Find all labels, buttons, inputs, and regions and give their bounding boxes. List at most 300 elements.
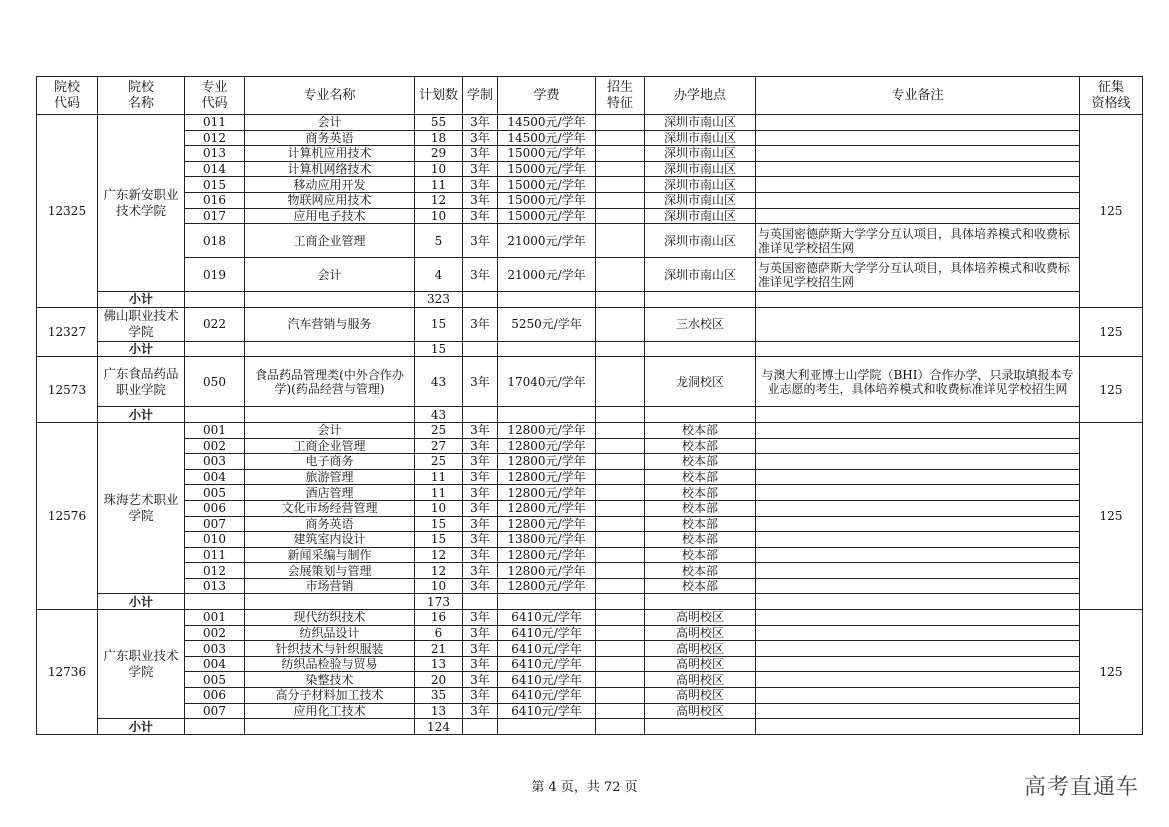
table-row bbox=[37, 357, 1143, 407]
note bbox=[756, 672, 1080, 688]
major-name: 纺织品检验与贸易 bbox=[245, 656, 415, 672]
location: 校本部 bbox=[645, 578, 756, 594]
major-code: 005 bbox=[185, 672, 245, 688]
school-name: 广东食品药品职业学院 bbox=[98, 357, 185, 407]
subtotal-empty bbox=[756, 407, 1080, 423]
major-code: 019 bbox=[185, 258, 245, 292]
years: 3年 bbox=[463, 656, 498, 672]
location: 校本部 bbox=[645, 532, 756, 548]
major-name: 汽车营销与服务 bbox=[245, 307, 415, 341]
note bbox=[756, 192, 1080, 208]
tuition: 21000元/学年 bbox=[498, 224, 596, 258]
qualification-line: 125 bbox=[1080, 307, 1143, 357]
location: 校本部 bbox=[645, 485, 756, 501]
tuition: 12800元/学年 bbox=[498, 563, 596, 579]
subtotal-label: 小计 bbox=[98, 341, 185, 357]
qualification-line: 125 bbox=[1080, 357, 1143, 423]
years: 3年 bbox=[463, 578, 498, 594]
subtotal-empty bbox=[596, 407, 645, 423]
subtotal-empty bbox=[463, 341, 498, 357]
feature bbox=[596, 422, 645, 438]
major-code: 004 bbox=[185, 469, 245, 485]
feature bbox=[596, 161, 645, 177]
subtotal-label: 小计 bbox=[98, 719, 185, 735]
table-row bbox=[37, 438, 1143, 454]
plan-count: 15 bbox=[415, 307, 463, 341]
header-school-code: 院校 代码 bbox=[37, 77, 98, 115]
page-footer: 第 4 页，共 72 页 bbox=[531, 780, 638, 795]
location: 校本部 bbox=[645, 563, 756, 579]
major-code: 012 bbox=[185, 563, 245, 579]
table-row bbox=[37, 192, 1143, 208]
major-name: 会计 bbox=[245, 258, 415, 292]
major-name: 工商企业管理 bbox=[245, 224, 415, 258]
major-name: 移动应用开发 bbox=[245, 177, 415, 193]
feature bbox=[596, 532, 645, 548]
subtotal-row bbox=[37, 719, 1143, 735]
subtotal-row bbox=[37, 341, 1143, 357]
subtotal-row bbox=[37, 292, 1143, 308]
header-fee: 学费 bbox=[498, 77, 596, 115]
subtotal-empty bbox=[645, 719, 756, 735]
plan-count: 21 bbox=[415, 641, 463, 657]
tuition: 12800元/学年 bbox=[498, 516, 596, 532]
major-code: 003 bbox=[185, 454, 245, 470]
location: 深圳市南山区 bbox=[645, 115, 756, 131]
note bbox=[756, 703, 1080, 719]
location: 深圳市南山区 bbox=[645, 146, 756, 162]
years: 3年 bbox=[463, 357, 498, 407]
subtotal-value: 15 bbox=[415, 341, 463, 357]
major-name: 计算机应用技术 bbox=[245, 146, 415, 162]
feature bbox=[596, 610, 645, 626]
feature bbox=[596, 357, 645, 407]
school-code: 12327 bbox=[37, 307, 98, 357]
tuition: 6410元/学年 bbox=[498, 625, 596, 641]
plan-count: 6 bbox=[415, 625, 463, 641]
table-row bbox=[37, 656, 1143, 672]
table-row bbox=[37, 547, 1143, 563]
tuition: 21000元/学年 bbox=[498, 258, 596, 292]
subtotal-value: 124 bbox=[415, 719, 463, 735]
subtotal-empty bbox=[245, 341, 415, 357]
plan-count: 25 bbox=[415, 422, 463, 438]
school-code: 12736 bbox=[37, 610, 98, 735]
subtotal-empty bbox=[245, 407, 415, 423]
major-code: 006 bbox=[185, 688, 245, 704]
note bbox=[756, 532, 1080, 548]
table-row bbox=[37, 625, 1143, 641]
years: 3年 bbox=[463, 130, 498, 146]
table-row bbox=[37, 641, 1143, 657]
feature bbox=[596, 224, 645, 258]
note bbox=[756, 578, 1080, 594]
major-name: 现代纺织技术 bbox=[245, 610, 415, 626]
years: 3年 bbox=[463, 500, 498, 516]
location: 龙洞校区 bbox=[645, 357, 756, 407]
table-row bbox=[37, 703, 1143, 719]
tuition: 12800元/学年 bbox=[498, 547, 596, 563]
plan-count: 10 bbox=[415, 578, 463, 594]
major-name: 商务英语 bbox=[245, 130, 415, 146]
major-code: 003 bbox=[185, 641, 245, 657]
table-row bbox=[37, 688, 1143, 704]
plan-count: 27 bbox=[415, 438, 463, 454]
subtotal-label: 小计 bbox=[98, 292, 185, 308]
location: 深圳市南山区 bbox=[645, 161, 756, 177]
school-name: 广东新安职业技术学院 bbox=[98, 115, 185, 292]
table-row bbox=[37, 532, 1143, 548]
plan-count: 15 bbox=[415, 532, 463, 548]
major-name: 针织技术与针织服装 bbox=[245, 641, 415, 657]
subtotal-empty bbox=[185, 407, 245, 423]
note bbox=[756, 115, 1080, 131]
feature bbox=[596, 688, 645, 704]
plan-count: 10 bbox=[415, 500, 463, 516]
feature bbox=[596, 578, 645, 594]
major-name: 旅游管理 bbox=[245, 469, 415, 485]
table-row bbox=[37, 469, 1143, 485]
feature bbox=[596, 146, 645, 162]
tuition: 15000元/学年 bbox=[498, 146, 596, 162]
note bbox=[756, 516, 1080, 532]
tuition: 12800元/学年 bbox=[498, 422, 596, 438]
subtotal-empty bbox=[463, 594, 498, 610]
subtotal-empty bbox=[245, 719, 415, 735]
table-row bbox=[37, 146, 1143, 162]
major-name: 染整技术 bbox=[245, 672, 415, 688]
location: 校本部 bbox=[645, 454, 756, 470]
note bbox=[756, 641, 1080, 657]
major-name: 物联网应用技术 bbox=[245, 192, 415, 208]
major-name: 应用化工技术 bbox=[245, 703, 415, 719]
location: 校本部 bbox=[645, 438, 756, 454]
location: 深圳市南山区 bbox=[645, 258, 756, 292]
plan-count: 13 bbox=[415, 656, 463, 672]
major-name: 计算机网络技术 bbox=[245, 161, 415, 177]
tuition: 5250元/学年 bbox=[498, 307, 596, 341]
major-code: 002 bbox=[185, 625, 245, 641]
location: 高明校区 bbox=[645, 703, 756, 719]
major-code: 005 bbox=[185, 485, 245, 501]
plan-count: 13 bbox=[415, 703, 463, 719]
watermark: 高考直通车 bbox=[1023, 775, 1139, 800]
subtotal-empty bbox=[645, 341, 756, 357]
years: 3年 bbox=[463, 454, 498, 470]
location: 深圳市南山区 bbox=[645, 130, 756, 146]
years: 3年 bbox=[463, 146, 498, 162]
tuition: 6410元/学年 bbox=[498, 703, 596, 719]
subtotal-row bbox=[37, 407, 1143, 423]
subtotal-empty bbox=[756, 719, 1080, 735]
years: 3年 bbox=[463, 258, 498, 292]
plan-count: 43 bbox=[415, 357, 463, 407]
major-name: 应用电子技术 bbox=[245, 208, 415, 224]
qualification-line: 125 bbox=[1080, 115, 1143, 308]
major-name: 会计 bbox=[245, 422, 415, 438]
plan-count: 20 bbox=[415, 672, 463, 688]
feature bbox=[596, 625, 645, 641]
table-row bbox=[37, 485, 1143, 501]
tuition: 17040元/学年 bbox=[498, 357, 596, 407]
subtotal-empty bbox=[756, 292, 1080, 308]
school-code: 12573 bbox=[37, 357, 98, 423]
note bbox=[756, 146, 1080, 162]
years: 3年 bbox=[463, 485, 498, 501]
location: 校本部 bbox=[645, 516, 756, 532]
subtotal-empty bbox=[645, 292, 756, 308]
note bbox=[756, 161, 1080, 177]
table-row bbox=[37, 177, 1143, 193]
major-code: 002 bbox=[185, 438, 245, 454]
years: 3年 bbox=[463, 307, 498, 341]
major-name: 建筑室内设计 bbox=[245, 532, 415, 548]
major-name: 食品药品管理类(中外合作办学)(药品经营与管理) bbox=[245, 357, 415, 407]
note bbox=[756, 469, 1080, 485]
years: 3年 bbox=[463, 192, 498, 208]
years: 3年 bbox=[463, 438, 498, 454]
subtotal-empty bbox=[463, 407, 498, 423]
feature bbox=[596, 500, 645, 516]
major-name: 市场营销 bbox=[245, 578, 415, 594]
major-code: 013 bbox=[185, 578, 245, 594]
plan-count: 11 bbox=[415, 177, 463, 193]
location: 深圳市南山区 bbox=[645, 177, 756, 193]
years: 3年 bbox=[463, 115, 498, 131]
major-name: 会计 bbox=[245, 115, 415, 131]
years: 3年 bbox=[463, 422, 498, 438]
feature bbox=[596, 469, 645, 485]
location: 校本部 bbox=[645, 422, 756, 438]
header-feature: 招生 特征 bbox=[596, 77, 645, 115]
subtotal-value: 173 bbox=[415, 594, 463, 610]
major-name: 工商企业管理 bbox=[245, 438, 415, 454]
note bbox=[756, 500, 1080, 516]
plan-count: 11 bbox=[415, 485, 463, 501]
location: 高明校区 bbox=[645, 688, 756, 704]
tuition: 14500元/学年 bbox=[498, 130, 596, 146]
plan-count: 12 bbox=[415, 563, 463, 579]
subtotal-empty bbox=[596, 719, 645, 735]
location: 校本部 bbox=[645, 500, 756, 516]
plan-count: 15 bbox=[415, 516, 463, 532]
years: 3年 bbox=[463, 672, 498, 688]
tuition: 12800元/学年 bbox=[498, 500, 596, 516]
major-code: 022 bbox=[185, 307, 245, 341]
feature bbox=[596, 547, 645, 563]
tuition: 15000元/学年 bbox=[498, 208, 596, 224]
subtotal-empty bbox=[596, 341, 645, 357]
header-plan: 计划数 bbox=[415, 77, 463, 115]
location: 高明校区 bbox=[645, 672, 756, 688]
table-row bbox=[37, 672, 1143, 688]
major-name: 文化市场经营管理 bbox=[245, 500, 415, 516]
note bbox=[756, 177, 1080, 193]
note bbox=[756, 547, 1080, 563]
major-name: 商务英语 bbox=[245, 516, 415, 532]
years: 3年 bbox=[463, 547, 498, 563]
table-row bbox=[37, 563, 1143, 579]
note bbox=[756, 485, 1080, 501]
major-name: 新闻采编与制作 bbox=[245, 547, 415, 563]
feature bbox=[596, 703, 645, 719]
table-row bbox=[37, 161, 1143, 177]
table-row bbox=[37, 224, 1143, 258]
major-name: 酒店管理 bbox=[245, 485, 415, 501]
table-row bbox=[37, 500, 1143, 516]
plan-count: 10 bbox=[415, 208, 463, 224]
table-row bbox=[37, 307, 1143, 341]
major-code: 014 bbox=[185, 161, 245, 177]
table-row bbox=[37, 516, 1143, 532]
tuition: 15000元/学年 bbox=[498, 177, 596, 193]
note: 与英国密德萨斯大学学分互认项目，具体培养模式和收费标准详见学校招生网 bbox=[756, 258, 1080, 292]
feature bbox=[596, 563, 645, 579]
feature bbox=[596, 307, 645, 341]
feature bbox=[596, 258, 645, 292]
feature bbox=[596, 115, 645, 131]
location: 三水校区 bbox=[645, 307, 756, 341]
table-row bbox=[37, 115, 1143, 131]
major-name: 高分子材料加工技术 bbox=[245, 688, 415, 704]
table-row bbox=[37, 578, 1143, 594]
tuition: 6410元/学年 bbox=[498, 688, 596, 704]
years: 3年 bbox=[463, 688, 498, 704]
years: 3年 bbox=[463, 641, 498, 657]
major-code: 015 bbox=[185, 177, 245, 193]
plan-count: 10 bbox=[415, 161, 463, 177]
feature bbox=[596, 672, 645, 688]
note: 与澳大利亚博士山学院（BHI）合作办学，只录取填报本专业志愿的考生，具体培养模式和收费标准详见学校招生网 bbox=[756, 357, 1080, 407]
tuition: 12800元/学年 bbox=[498, 469, 596, 485]
feature bbox=[596, 656, 645, 672]
note bbox=[756, 454, 1080, 470]
subtotal-value: 43 bbox=[415, 407, 463, 423]
subtotal-empty bbox=[756, 594, 1080, 610]
note bbox=[756, 307, 1080, 341]
plan-count: 12 bbox=[415, 192, 463, 208]
subtotal-empty bbox=[596, 292, 645, 308]
years: 3年 bbox=[463, 563, 498, 579]
school-code: 12576 bbox=[37, 422, 98, 609]
feature bbox=[596, 130, 645, 146]
table-row bbox=[37, 258, 1143, 292]
plan-count: 11 bbox=[415, 469, 463, 485]
subtotal-empty bbox=[596, 594, 645, 610]
table-row bbox=[37, 422, 1143, 438]
major-name: 会展策划与管理 bbox=[245, 563, 415, 579]
years: 3年 bbox=[463, 224, 498, 258]
major-code: 050 bbox=[185, 357, 245, 407]
subtotal-empty bbox=[498, 341, 596, 357]
major-code: 001 bbox=[185, 422, 245, 438]
subtotal-label: 小计 bbox=[98, 407, 185, 423]
header-school-name: 院校 名称 bbox=[98, 77, 185, 115]
location: 校本部 bbox=[645, 547, 756, 563]
major-code: 011 bbox=[185, 115, 245, 131]
feature bbox=[596, 177, 645, 193]
subtotal-empty bbox=[463, 292, 498, 308]
feature bbox=[596, 208, 645, 224]
table-body bbox=[37, 115, 1143, 735]
location: 校本部 bbox=[645, 469, 756, 485]
location: 高明校区 bbox=[645, 625, 756, 641]
years: 3年 bbox=[463, 703, 498, 719]
major-code: 016 bbox=[185, 192, 245, 208]
tuition: 12800元/学年 bbox=[498, 438, 596, 454]
header-row bbox=[37, 77, 1143, 115]
school-name: 广东职业技术学院 bbox=[98, 610, 185, 719]
tuition: 6410元/学年 bbox=[498, 641, 596, 657]
table-row bbox=[37, 454, 1143, 470]
header-location: 办学地点 bbox=[645, 77, 756, 115]
major-code: 001 bbox=[185, 610, 245, 626]
subtotal-empty bbox=[463, 719, 498, 735]
header-years: 学制 bbox=[463, 77, 498, 115]
major-code: 004 bbox=[185, 656, 245, 672]
plan-count: 16 bbox=[415, 610, 463, 626]
major-code: 013 bbox=[185, 146, 245, 162]
tuition: 12800元/学年 bbox=[498, 485, 596, 501]
header-line: 征集 资格线 bbox=[1080, 77, 1143, 115]
tuition: 15000元/学年 bbox=[498, 161, 596, 177]
plan-count: 25 bbox=[415, 454, 463, 470]
subtotal-empty bbox=[645, 407, 756, 423]
table-row bbox=[37, 208, 1143, 224]
note bbox=[756, 438, 1080, 454]
header-major-code: 专业 代码 bbox=[185, 77, 245, 115]
major-code: 017 bbox=[185, 208, 245, 224]
qualification-line: 125 bbox=[1080, 422, 1143, 609]
location: 深圳市南山区 bbox=[645, 192, 756, 208]
tuition: 14500元/学年 bbox=[498, 115, 596, 131]
subtotal-label: 小计 bbox=[98, 594, 185, 610]
feature bbox=[596, 641, 645, 657]
feature bbox=[596, 454, 645, 470]
major-code: 018 bbox=[185, 224, 245, 258]
note bbox=[756, 563, 1080, 579]
plan-count: 55 bbox=[415, 115, 463, 131]
plan-count: 5 bbox=[415, 224, 463, 258]
major-code: 007 bbox=[185, 516, 245, 532]
subtotal-empty bbox=[185, 594, 245, 610]
header-major-name: 专业名称 bbox=[245, 77, 415, 115]
years: 3年 bbox=[463, 177, 498, 193]
tuition: 12800元/学年 bbox=[498, 454, 596, 470]
tuition: 6410元/学年 bbox=[498, 610, 596, 626]
note bbox=[756, 656, 1080, 672]
subtotal-empty bbox=[185, 719, 245, 735]
tuition: 12800元/学年 bbox=[498, 578, 596, 594]
note: 与英国密德萨斯大学学分互认项目，具体培养模式和收费标准详见学校招生网 bbox=[756, 224, 1080, 258]
tuition: 6410元/学年 bbox=[498, 656, 596, 672]
school-code: 12325 bbox=[37, 115, 98, 308]
tuition: 15000元/学年 bbox=[498, 192, 596, 208]
table-row bbox=[37, 130, 1143, 146]
major-code: 011 bbox=[185, 547, 245, 563]
subtotal-empty bbox=[498, 407, 596, 423]
note bbox=[756, 208, 1080, 224]
location: 深圳市南山区 bbox=[645, 208, 756, 224]
years: 3年 bbox=[463, 516, 498, 532]
major-name: 电子商务 bbox=[245, 454, 415, 470]
note bbox=[756, 422, 1080, 438]
header-note: 专业备注 bbox=[756, 77, 1080, 115]
subtotal-value: 323 bbox=[415, 292, 463, 308]
years: 3年 bbox=[463, 469, 498, 485]
location: 高明校区 bbox=[645, 656, 756, 672]
subtotal-empty bbox=[245, 292, 415, 308]
